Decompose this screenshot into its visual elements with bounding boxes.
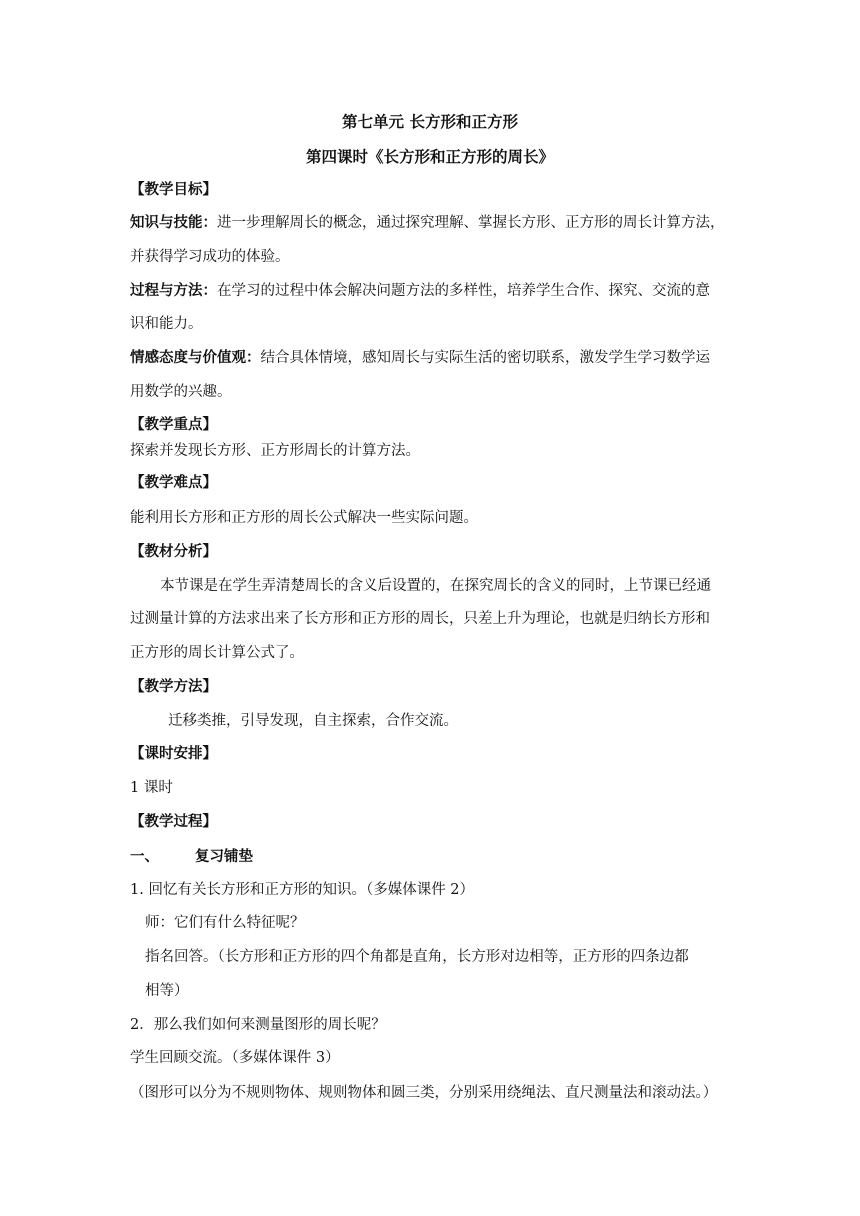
process-line-1 — [130, 281, 710, 301]
methods-heading: 【教学方法】 — [130, 678, 217, 695]
key-points-text: 探索并发现长方形、正方形周长的计算方法。 — [130, 443, 420, 459]
knowledge-label: 知识与技能： — [130, 214, 217, 231]
objectives-heading: 【教学目标】 — [130, 181, 217, 198]
analysis-line-1: 本节课是在学生弄清楚周长的含义后设置的，在探究周长的含义的同时，上节课已经通 — [160, 578, 711, 594]
knowledge-line-2: 并获得学习成功的体验。 — [130, 249, 290, 265]
item-1-answer-2: 相等） — [145, 983, 189, 999]
section-1-title — [130, 847, 253, 867]
emotion-line-2: 用数学的兴趣。 — [130, 384, 232, 400]
emotion-text: 结合具体情境，感知周长与实际生活的密切联系，激发学生学习数学运 — [260, 350, 710, 366]
process-label: 过程与方法： — [130, 282, 217, 299]
difficulties-heading: 【教学难点】 — [130, 474, 217, 491]
schedule-text: 1 课时 — [130, 780, 173, 796]
analysis-heading: 【教材分析】 — [130, 543, 217, 560]
section-1-number: 一、 — [130, 848, 159, 865]
item-1-question: 师：它们有什么特征呢？ — [145, 915, 305, 931]
emotion-line-1 — [130, 348, 710, 368]
lesson-subtitle: 第四课时《长方形和正方形的周长》 — [305, 147, 554, 166]
analysis-line-3: 正方形的周长计算公式了。 — [130, 645, 304, 661]
knowledge-line-1 — [130, 213, 725, 233]
knowledge-text: 进一步理解周长的概念，通过探究理解、掌握长方形、正方形的周长计算方法， — [217, 215, 725, 231]
item-1: 1. 回忆有关长方形和正方形的知识。（多媒体课件 2） — [130, 882, 475, 898]
key-points-heading: 【教学重点】 — [130, 416, 217, 433]
item-2-answer: 学生回顾交流。（多媒体课件 3） — [130, 1050, 340, 1066]
process-heading: 【教学过程】 — [130, 813, 217, 830]
schedule-heading: 【课时安排】 — [130, 745, 217, 762]
emotion-label: 情感态度与价值观： — [130, 349, 261, 366]
process-text: 在学习的过程中体会解决问题方法的多样性，培养学生合作、探究、交流的意 — [217, 283, 710, 299]
item-2: 2．那么我们如何来测量图形的周长呢？ — [130, 1017, 386, 1033]
methods-text: 迁移类推，引导发现，自主探索，合作交流。 — [168, 713, 458, 729]
process-line-2: 识和能力。 — [130, 316, 203, 332]
difficulties-text: 能利用长方形和正方形的周长公式解决一些实际问题。 — [130, 510, 478, 526]
unit-title: 第七单元 长方形和正方形 — [342, 112, 518, 131]
analysis-line-2: 过测量计算的方法求出来了长方形和正方形的周长，只差上升为理论，也就是归纳长方形和 — [130, 611, 710, 627]
section-1-name: 复习铺垫 — [195, 848, 253, 865]
item-2-note: （图形可以分为不规则物体、规则物体和圆三类，分别采用绕绳法、直尺测量法和滚动法。） — [130, 1085, 718, 1101]
item-1-answer-1: 指名回答。（长方形和正方形的四个角都是直角，长方形对边相等，正方形的四条边都 — [145, 949, 689, 965]
